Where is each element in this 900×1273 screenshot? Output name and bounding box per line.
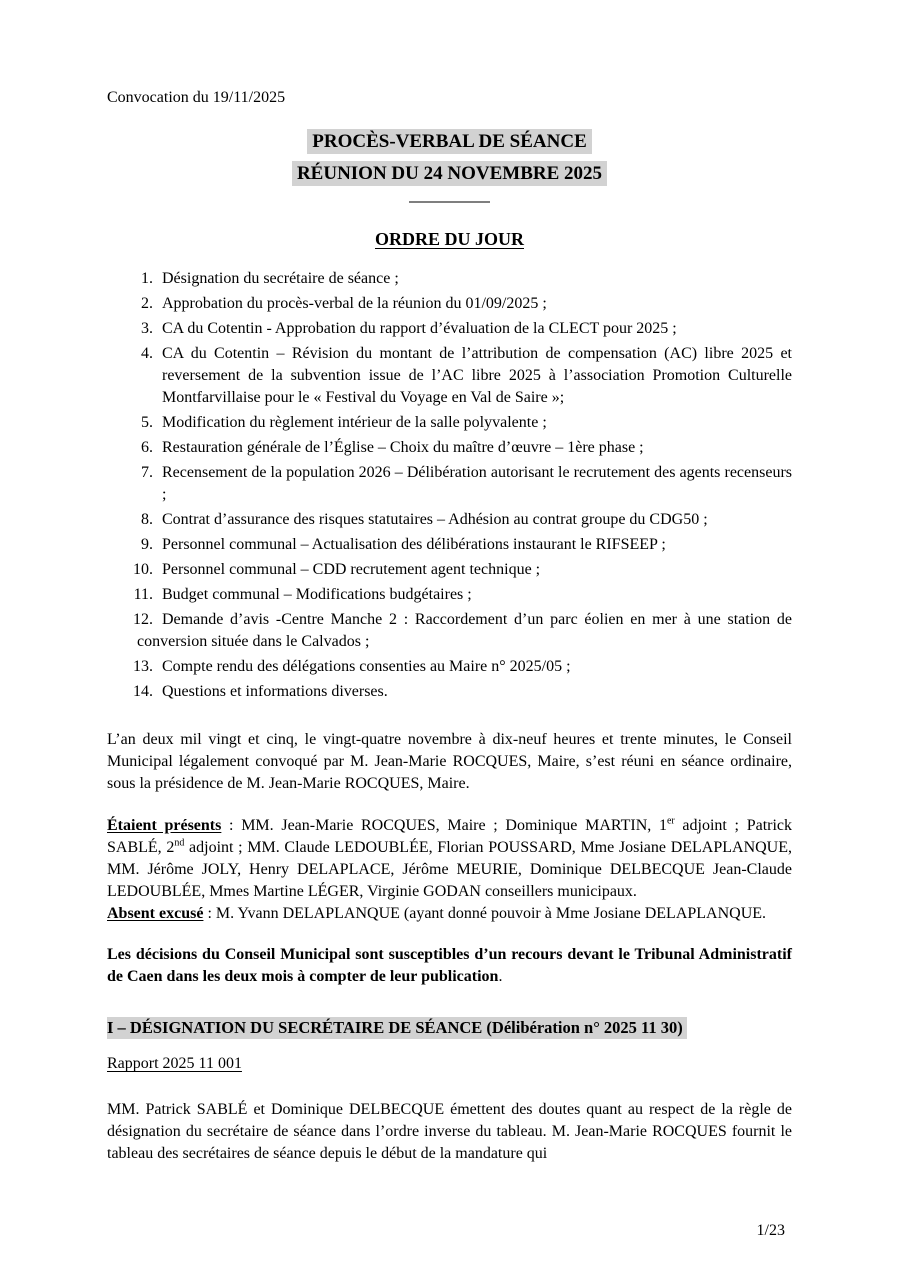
meeting-date-title: RÉUNION DU 24 NOVEMBRE 2025	[292, 161, 607, 186]
horizontal-divider	[409, 201, 490, 203]
present-label: Étaient présents	[107, 817, 222, 834]
agenda-item-8	[107, 509, 792, 531]
absent-paragraph	[107, 903, 792, 925]
agenda-item-text: CA du Cotentin – Révision du montant de l’attribution de compensation (AC) libre 2025 et reversement de la subvention issue de l’AC libre 2025 à l’association Promotion Culturelle Montfarvillaise pour le « Festival du Voyage en Val de Saire »;	[162, 345, 792, 406]
absent-label: Absent excusé	[107, 905, 204, 922]
agenda-item-number: 7.	[141, 464, 153, 481]
title-block	[107, 129, 792, 186]
section-1-heading	[107, 1016, 792, 1041]
report-reference-text: Rapport 2025 11 001	[107, 1055, 242, 1072]
agenda-item-text: Contrat d’assurance des risques statutaires – Adhésion au contrat groupe du CDG50 ;	[162, 511, 708, 528]
legal-notice-period: .	[498, 968, 503, 985]
agenda-item-text: Questions et informations diverses.	[162, 683, 388, 700]
agenda-item-number: 3.	[141, 320, 153, 337]
report-reference	[107, 1053, 792, 1075]
agenda-item-7	[107, 462, 792, 506]
agenda-item-6	[107, 437, 792, 459]
agenda-item-text: Modification du règlement intérieur de la salle polyvalente ;	[162, 414, 547, 431]
attendees-text-1: : MM. Jean-Marie ROCQUES, Maire ; Dominique MARTIN, 1	[221, 817, 667, 834]
agenda-heading	[107, 227, 792, 251]
attendees-paragraph	[107, 815, 792, 903]
agenda-item-number: 4.	[141, 345, 153, 362]
opening-paragraph: L’an deux mil vingt et cinq, le vingt-quatre novembre à dix-neuf heures et trente minutes, le Conseil Municipal légalement convoqué par M. Jean-Marie ROCQUES, Maire, s’est réuni en séance ordinaire, sous la présidence de M. Jean-Marie ROCQUES, Maire.	[107, 731, 792, 792]
agenda-item-12	[107, 609, 792, 653]
agenda-item-11	[107, 584, 792, 606]
absent-text: : M. Yvann DELAPLANQUE (ayant donné pouvoir à Mme Josiane DELAPLANQUE.	[203, 905, 767, 922]
title-row-2	[107, 161, 792, 186]
agenda-item-4	[107, 343, 792, 409]
section-1-heading-text: I – DÉSIGNATION DU SECRÉTAIRE DE SÉANCE (Délibération n° 2025 11 30)	[107, 1017, 687, 1039]
agenda-item-text: CA du Cotentin - Approbation du rapport d’évaluation de la CLECT pour 2025 ;	[162, 320, 677, 337]
agenda-list	[107, 268, 792, 703]
agenda-item-text: Restauration générale de l’Église – Choix du maître d’œuvre – 1ère phase ;	[162, 439, 644, 456]
agenda-item-text: Recensement de la population 2026 – Délibération autorisant le recrutement des agents recenseurs ;	[162, 464, 792, 503]
agenda-item-13	[107, 656, 792, 678]
convocation-date: Convocation du 19/11/2025	[107, 89, 286, 106]
agenda-item-number: 5.	[141, 414, 153, 431]
attendees-text-3: adjoint ; MM. Claude LEDOUBLÉE, Florian POUSSARD, Mme Josiane DELAPLANQUE, MM. Jérôme JOLY, Henry DELAPLACE, Jérôme MEURIE, Dominique DELBECQUE Jean-Claude LEDOUBLÉE, Mmes Martine LÉGER, Virginie GODAN conseillers municipaux.	[107, 839, 793, 900]
agenda-item-9	[107, 534, 792, 556]
page-number: 1/23	[756, 1222, 785, 1239]
agenda-item-14	[107, 681, 792, 703]
agenda-item-2	[107, 293, 792, 315]
ordinal-superscript: nd	[174, 837, 185, 849]
agenda-item-1	[107, 268, 792, 290]
attendees-text-2: adjoint ; Patrick SABLÉ, 2	[107, 817, 793, 856]
agenda-item-5	[107, 412, 792, 434]
title-row-1	[107, 129, 792, 154]
agenda-item-text: Personnel communal – CDD recrutement agent technique ;	[162, 561, 541, 578]
agenda-item-3	[107, 318, 792, 340]
agenda-item-number: 9.	[141, 536, 153, 553]
agenda-item-number: 11.	[133, 586, 153, 603]
agenda-item-text: Personnel communal – Actualisation des délibérations instaurant le RIFSEEP ;	[162, 536, 666, 553]
agenda-item-number: 14.	[133, 683, 153, 700]
agenda-heading-text: ORDRE DU JOUR	[374, 229, 524, 249]
legal-notice-text: Les décisions du Conseil Municipal sont susceptibles d’un recours devant le Tribunal Administratif de Caen dans les deux mois à compter de leur publication	[107, 946, 792, 985]
document-title: PROCÈS-VERBAL DE SÉANCE	[307, 129, 592, 154]
agenda-item-number: 2.	[141, 295, 153, 312]
agenda-item-text: Approbation du procès-verbal de la réunion du 01/09/2025 ;	[162, 295, 547, 312]
agenda-item-text: Budget communal – Modifications budgétaires ;	[162, 586, 472, 603]
agenda-item-text: Demande d’avis -Centre Manche 2 : Raccordement d’un parc éolien en mer à une station de conversion située dans le Calvados ;	[137, 611, 792, 650]
ordinal-superscript: er	[666, 815, 675, 827]
agenda-item-number: 6.	[141, 439, 153, 456]
agenda-item-number: 8.	[141, 511, 153, 528]
agenda-item-10	[107, 559, 792, 581]
agenda-item-number: 13.	[133, 658, 153, 675]
agenda-item-text: Désignation du secrétaire de séance ;	[162, 270, 399, 287]
agenda-item-number: 12.	[133, 611, 153, 628]
legal-notice-paragraph	[107, 944, 792, 988]
agenda-item-number: 1.	[141, 270, 153, 287]
agenda-item-text: Compte rendu des délégations consenties au Maire n° 2025/05 ;	[162, 658, 571, 675]
agenda-item-number: 10.	[133, 561, 153, 578]
section-1-paragraph: MM. Patrick SABLÉ et Dominique DELBECQUE émettent des doutes quant au respect de la règle de désignation du secrétaire de séance dans l’ordre inverse du tableau. M. Jean-Marie ROCQUES fournit le tableau des secrétaires de séance depuis le début de la mandature qui	[107, 1101, 792, 1162]
